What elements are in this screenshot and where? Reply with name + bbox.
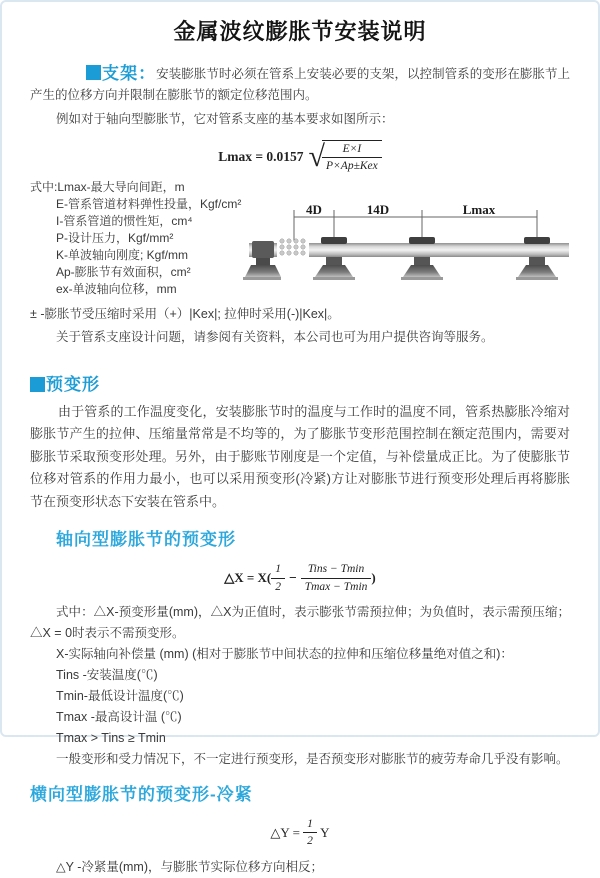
half-numerator: 1 bbox=[271, 562, 285, 578]
axial-subheading: 轴向型膨胀节的预变形 bbox=[56, 530, 236, 550]
def-p: P-设计压力，Kgf/mm² bbox=[56, 230, 174, 245]
dim-label-14d: 14D bbox=[366, 201, 390, 217]
pipe-support-diagram bbox=[249, 201, 594, 301]
dim-label-lmax: Lmax bbox=[462, 201, 496, 217]
lateral-half-fraction bbox=[303, 817, 317, 849]
temp-numerator: Tins − Tmin bbox=[301, 562, 372, 578]
half-denominator: 2 bbox=[275, 580, 281, 593]
page-title: 金属波纹膨胀节安装说明 bbox=[173, 19, 427, 44]
lateral-half-denominator: 2 bbox=[307, 835, 313, 848]
section-marker-icon bbox=[30, 377, 45, 392]
plus-minus-rule-line: ± -膨胀节受压缩时采用（+）|Kex|; 拉伸时采用(-)|Kex|。 bbox=[30, 306, 340, 321]
def-i: I-管系管道的惯性矩，cm⁴ bbox=[56, 213, 193, 228]
lateral-subheading: 横向型膨胀节的预变形-冷紧 bbox=[30, 785, 253, 804]
bellows-gap bbox=[277, 241, 309, 259]
lateral-formula-rhs: Y bbox=[320, 824, 330, 840]
def-lmax: 式中:Lmax-最大导向间距，m bbox=[30, 179, 185, 194]
support-section-heading: 支架： bbox=[102, 64, 157, 83]
axial-formula-lhs: △X = X( bbox=[224, 570, 272, 586]
radical-group bbox=[309, 140, 382, 174]
predeform-section-heading bbox=[30, 370, 570, 395]
def-ap: Ap-膨胀节有效面积，cm² bbox=[56, 264, 191, 279]
lmax-formula-fraction bbox=[322, 140, 382, 174]
def-e: E-管系管道材料弹性投量，Kgf/cm² bbox=[56, 196, 242, 211]
lateral-formula bbox=[30, 817, 570, 849]
dim-label-4d: 4D bbox=[306, 201, 322, 217]
def-k: K-单波轴向刚度; Kgf/mm bbox=[56, 247, 189, 262]
axial-inequality-line: Tmax > Tins ≥ Tmin bbox=[56, 731, 166, 745]
axial-formula-rhs: ) bbox=[371, 570, 376, 586]
axial-tins-line: Tins -安装温度(℃) bbox=[56, 668, 158, 682]
temp-denominator: Tmax − Tmin bbox=[304, 580, 368, 593]
axial-formula bbox=[30, 562, 570, 594]
axial-tmin-line: Tmin-最低设计温度(℃) bbox=[56, 689, 184, 703]
def-ex: ex-单波轴向位移，mm bbox=[56, 281, 177, 296]
support-consult-note: 关于管系支座设计问题，请参阅有关资料，本公司也可为用户提供咨询等服务。 bbox=[56, 329, 494, 344]
axial-shizhong-line: 式中：△X-预变形量(mm)，△X为正值时，表示膨张节需预拉伸；为负值时，表示需预压缩；△X = 0时表示不需预变形。 bbox=[30, 605, 570, 640]
support-example-line: 例如对于轴向型膨胀节，它对管系支座的基本要求如图所示： bbox=[56, 112, 394, 126]
predeform-heading-text: 预变形 bbox=[46, 374, 100, 394]
one-half-fraction bbox=[271, 562, 285, 594]
section-marker-icon bbox=[86, 65, 101, 80]
support-intro-text: 安装膨胀节时必须在管系上安装必要的支架，以控制管系的变形在膨胀节上产生的位移方向并限制在膨胀节的额定位移范围内。 bbox=[30, 67, 570, 102]
minus-operator: − bbox=[289, 570, 297, 586]
temperature-fraction bbox=[301, 562, 372, 594]
lmax-formula-lhs: Lmax = 0.0157 bbox=[218, 148, 304, 164]
definitions-and-diagram bbox=[30, 179, 570, 301]
predeform-paragraph: 由于管系的工作温度变化，安装膨胀节时的温度与工作时的温度不同，管系热膨胀冷缩对膨胀节产生的拉伸、压缩量常常是不均等的，为了膨胀节变形范围控制在额定范围内，需要对膨胀节采取预变形处理。另外，由于膨账节刚度是一个定值，与补偿量成正比。为了使膨胀节位移对管系的作用力最小，也可以采用预变形(冷紧)方让对膨胀节进行预变形处理后再将膨胀节在预变形状态下安装在管系中。 bbox=[30, 403, 570, 509]
sqrt-sign-icon: √ bbox=[308, 139, 326, 173]
lateral-half-numerator: 1 bbox=[303, 817, 317, 833]
lateral-formula-lhs: △Y = bbox=[270, 824, 300, 840]
lateral-y-line: △Y -冷紧量(mm)，与膨胀节实际位移方向相反； bbox=[56, 859, 324, 874]
axial-closing-line: 一般变形和受力情况下，不一定进行预变形，是否预变形对膨胀节的疲劳寿命几乎没有影响。 bbox=[56, 752, 569, 766]
lmax-numerator: E×I bbox=[322, 142, 382, 158]
axial-tmax-line: Tmax -最高设计温 (℃) bbox=[56, 710, 182, 724]
axial-x-line: X-实际轴向补偿量 (mm) (相对于膨胀节中间状态的拉伸和压缩位移量绝对值之和)： bbox=[56, 647, 513, 661]
lmax-denominator: P×Ap±Kex bbox=[326, 160, 378, 173]
support-intro-paragraph bbox=[30, 63, 570, 106]
lmax-formula bbox=[30, 140, 570, 174]
